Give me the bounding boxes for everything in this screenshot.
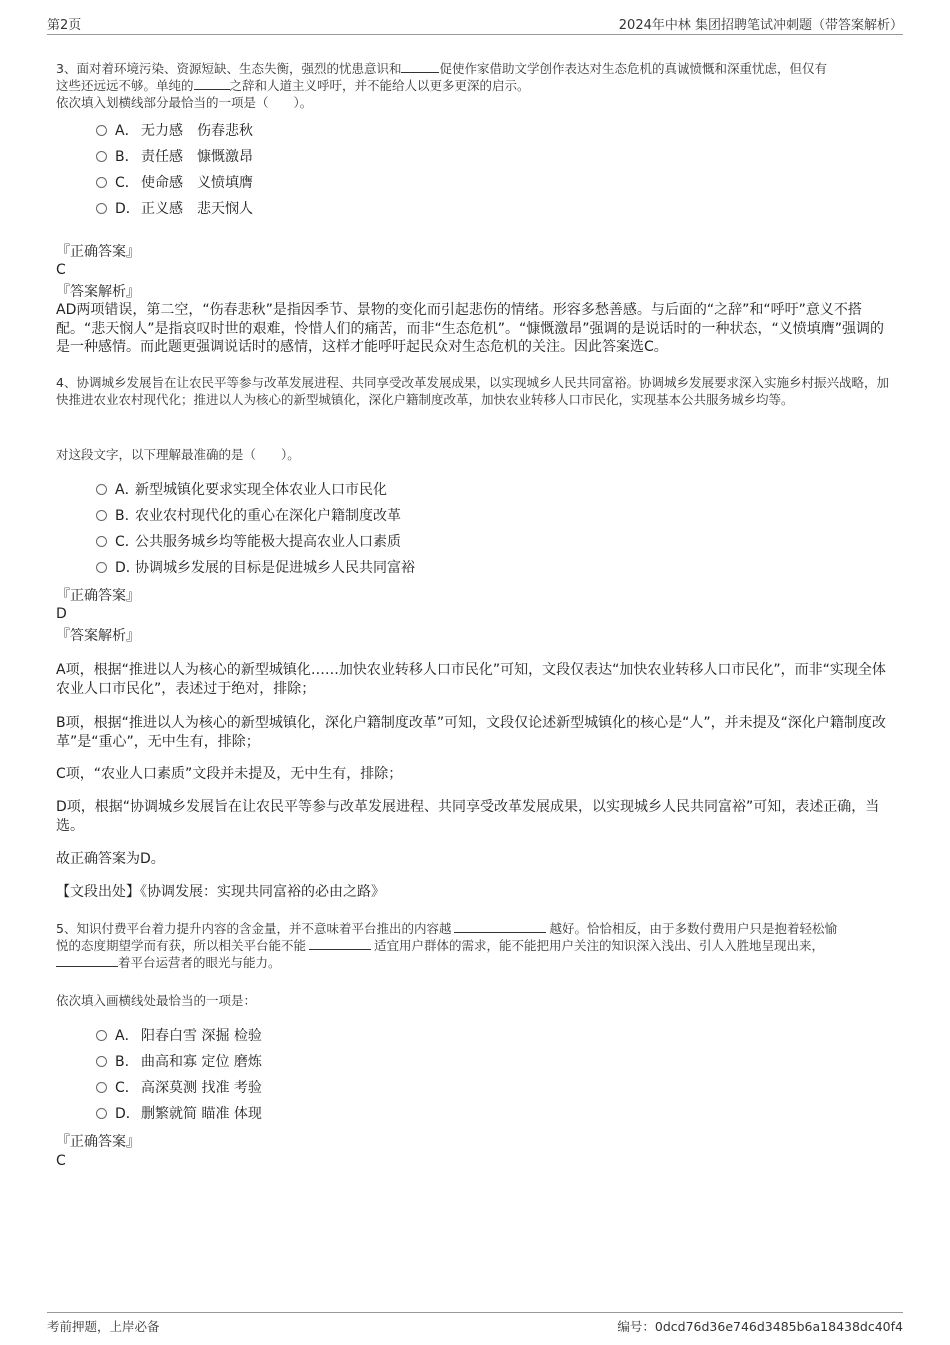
radio-icon[interactable] bbox=[96, 510, 107, 521]
q3-option-c[interactable] bbox=[96, 173, 253, 193]
q5-answer-label: 『正确答案』 bbox=[56, 1134, 140, 1150]
q4-analysis-c: C项，“农业人口素质”文段并未提及，无中生有，排除； bbox=[56, 766, 403, 782]
q3-stem-part: 3、面对着环境污染、资源短缺、生态失衡，强烈的忧患意识和 bbox=[56, 61, 402, 76]
option-text: 使命感 义愤填膺 bbox=[141, 175, 253, 191]
option-text: 新型城镇化要求实现全体农业人口市民化 bbox=[135, 482, 387, 498]
q5-stem-part: 着平台运营者的眼光与能力。 bbox=[118, 955, 281, 970]
radio-icon[interactable] bbox=[96, 151, 107, 162]
q3-option-a[interactable] bbox=[96, 121, 253, 141]
q3-prompt: 依次填入划横线部分最恰当的一项是（ ）。 bbox=[56, 95, 313, 110]
q5-blank-3 bbox=[56, 954, 118, 967]
radio-icon[interactable] bbox=[96, 536, 107, 547]
q3-blank-2 bbox=[194, 77, 230, 90]
q5-option-d[interactable] bbox=[96, 1104, 262, 1124]
radio-icon[interactable] bbox=[96, 203, 107, 214]
page-number: 第2页 bbox=[47, 18, 82, 33]
radio-icon[interactable] bbox=[96, 125, 107, 136]
option-key: C． bbox=[115, 1080, 139, 1096]
q4-answer: D bbox=[56, 606, 67, 622]
q4-option-b[interactable] bbox=[96, 506, 401, 526]
q4-option-d[interactable] bbox=[96, 558, 415, 578]
option-key: C． bbox=[115, 534, 139, 550]
radio-icon[interactable] bbox=[96, 484, 107, 495]
q4-prompt: 对这段文字，以下理解最准确的是（ ）。 bbox=[56, 447, 300, 462]
document-id: 编号：0dcd76d36e746d3485b6a18438dc40f4 bbox=[617, 1319, 903, 1334]
option-key: A． bbox=[115, 482, 139, 498]
q5-stem bbox=[56, 920, 892, 971]
q5-stem-part: 5、知识付费平台着力提升内容的含金量，并不意味着平台推出的内容越 bbox=[56, 921, 452, 936]
option-key: D． bbox=[115, 201, 140, 217]
option-text: 高深莫测 找准 考验 bbox=[141, 1080, 262, 1096]
option-text: 阳春白雪 深掘 检验 bbox=[141, 1028, 262, 1044]
q3-answer: C bbox=[56, 262, 66, 278]
q3-answer-label: 『正确答案』 bbox=[56, 244, 140, 260]
q5-option-c[interactable] bbox=[96, 1078, 262, 1098]
q4-analysis-a: A项，根据“推进以人为核心的新型城镇化……加快农业转移人口市民化”可知，文段仅表达“加快农业转移人口市民化”，而非“实现全体农业人口市民化”，表述过于绝对，排除； bbox=[56, 662, 886, 697]
option-text: 曲高和寡 定位 磨炼 bbox=[141, 1054, 262, 1070]
option-text: 协调城乡发展的目标是促进城乡人民共同富裕 bbox=[135, 560, 415, 576]
option-text: 公共服务城乡均等能极大提高农业人口素质 bbox=[135, 534, 401, 550]
option-text: 农业农村现代化的重心在深化户籍制度改革 bbox=[135, 508, 401, 524]
option-text: 无力感 伤春悲秋 bbox=[141, 123, 253, 139]
page-footer bbox=[47, 1312, 903, 1336]
q4-analysis-label: 『答案解析』 bbox=[56, 628, 140, 644]
q3-option-d[interactable] bbox=[96, 199, 253, 219]
option-key: A． bbox=[115, 123, 139, 139]
document-title: 2024年中林 集团招聘笔试冲刺题（带答案解析） bbox=[618, 18, 903, 33]
q5-blank-1 bbox=[454, 920, 546, 933]
q3-blank-1 bbox=[401, 60, 439, 73]
option-key: B. bbox=[115, 508, 130, 524]
q4-source: 【文段出处】《协调发展：实现共同富裕的必由之路》 bbox=[56, 884, 385, 900]
q5-stem-part: 悦的态度期望学而有获，所以相关平台能不能 bbox=[56, 938, 307, 953]
q3-analysis: AD两项错误，第二空，“伤春悲秋”是指因季节、景物的变化而引起悲伤的情绪。形容多愁善感。与后面的“之辞”和“呼吁”意义不搭配。“悲天悯人”是指哀叹时世的艰难，怜惜人们的痛苦，而非“生态危机”。“慷慨激昂”强调的是说话时的一种状态，“义愤填膺”强调的是一种感情。而此题更强调说话时的感情，这样才能呼吁起民众对生态危机的关注。因此答案选C。 bbox=[56, 302, 885, 355]
q5-stem-part: 适宜用户群体的需求，能不能把用户关注的知识深入浅出、引人入胜地呈现出来， bbox=[374, 938, 825, 953]
q5-blank-2 bbox=[309, 937, 371, 950]
radio-icon[interactable] bbox=[96, 562, 107, 573]
q5-stem-part: 越好。恰恰相反，由于多数付费用户只是抱着轻松愉 bbox=[549, 921, 837, 936]
q4-analysis-b: B项，根据“推进以人为核心的新型城镇化，深化户籍制度改革”可知，文段仅论述新型城镇化的核心是“人”，并未提及“深化户籍制度改革”是“重心”，无中生有，排除； bbox=[56, 715, 886, 750]
radio-icon[interactable] bbox=[96, 1056, 107, 1067]
q5-prompt: 依次填入画横线处最恰当的一项是： bbox=[56, 993, 257, 1008]
footer-slogan: 考前押题，上岸必备 bbox=[47, 1319, 160, 1334]
q4-option-a[interactable] bbox=[96, 480, 387, 500]
radio-icon[interactable] bbox=[96, 177, 107, 188]
q3-analysis-label: 『答案解析』 bbox=[56, 284, 140, 300]
option-key: D． bbox=[115, 560, 140, 576]
q3-option-b[interactable] bbox=[96, 147, 253, 167]
q3-stem-part: 促使作家借助文学创作表达对生态危机的真诚愤慨和深重忧虑，但仅有 bbox=[439, 61, 827, 76]
option-key: B. bbox=[115, 1054, 130, 1070]
option-key: A． bbox=[115, 1028, 139, 1044]
option-text: 责任感 慷慨激昂 bbox=[141, 149, 253, 165]
option-key: C． bbox=[115, 175, 139, 191]
q4-stem: 4、协调城乡发展旨在让农民平等参与改革发展进程、共同享受改革发展成果，以实现城乡人民共同富裕。协调城乡发展要求深入实施乡村振兴战略，加快推进农业农村现代化；推进以人为核心的新型城镇化，深化户籍制度改革，加快农业转移人口市民化，实现基本公共服务城乡均等。 bbox=[56, 375, 889, 407]
option-key: B． bbox=[115, 149, 139, 165]
option-text: 删繁就简 瞄准 体现 bbox=[141, 1106, 262, 1122]
page-header bbox=[47, 14, 903, 35]
q5-answer: C bbox=[56, 1153, 66, 1169]
q3-stem bbox=[56, 60, 892, 111]
q5-option-b[interactable] bbox=[96, 1052, 262, 1072]
q3-stem-part: 之辞和人道主义呼吁，并不能给人以更多更深的启示。 bbox=[229, 78, 530, 93]
q4-option-c[interactable] bbox=[96, 532, 401, 552]
radio-icon[interactable] bbox=[96, 1082, 107, 1093]
q3-stem-part: 这些还远远不够。单纯的 bbox=[56, 78, 194, 93]
option-text: 正义感 悲天悯人 bbox=[141, 201, 253, 217]
radio-icon[interactable] bbox=[96, 1108, 107, 1119]
q4-analysis-conclusion: 故正确答案为D。 bbox=[56, 851, 165, 867]
q4-analysis-d: D项，根据“协调城乡发展旨在让农民平等参与改革发展进程、共同享受改革发展成果，以实现城乡人民共同富裕”可知，表述正确，当选。 bbox=[56, 799, 880, 834]
radio-icon[interactable] bbox=[96, 1030, 107, 1041]
option-key: D． bbox=[115, 1106, 140, 1122]
q5-option-a[interactable] bbox=[96, 1026, 262, 1046]
q4-answer-label: 『正确答案』 bbox=[56, 588, 140, 604]
